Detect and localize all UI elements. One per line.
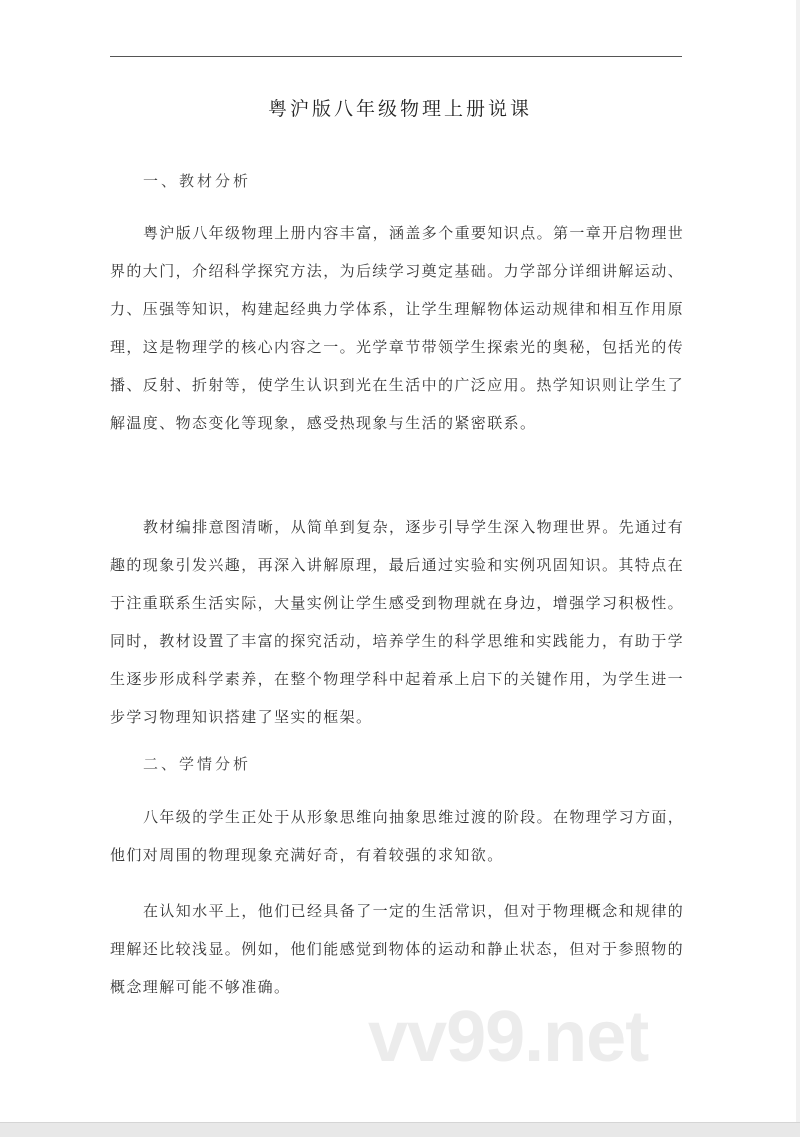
text-line: 粤沪版八年级物理上册内容丰富，涵盖多个重要知识点。第一章开启物理世 [143,224,685,242]
page-bottom-border [0,1122,800,1137]
paragraph-2 [110,508,700,736]
watermark: vv99.net [368,997,649,1077]
text-line: 同时，教材设置了丰富的探究活动，培养学生的科学思维和实践能力，有助于学 [110,632,685,650]
text-line: 趣的现象引发兴趣，再深入讲解原理，最后通过实验和实例巩固知识。其特点在 [110,556,685,574]
text-line: 播、反射、折射等，使学生认识到光在生活中的广泛应用。热学知识则让学生了 [110,376,685,394]
text-line: 他们对周围的物理现象充满好奇，有着较强的求知欲。 [110,846,504,864]
paragraph-4 [110,892,700,1006]
text-line: 理解还比较浅显。例如，他们能感觉到物体的运动和静止状态，但对于参照物的 [110,940,685,958]
header-rule [110,56,682,57]
page-edge [796,0,800,1122]
text-line: 界的大门，介绍科学探究方法，为后续学习奠定基础。力学部分详细讲解运动、 [110,262,685,280]
text-line: 生逐步形成科学素养，在整个物理学科中起着承上启下的关键作用，为学生进一 [110,670,685,688]
text-line: 力、压强等知识，构建起经典力学体系，让学生理解物体运动规律和相互作用原 [110,300,685,318]
section-heading-2: 二、学情分析 [143,755,252,773]
paragraph-1 [110,214,700,442]
text-line: 理，这是物理学的核心内容之一。光学章节带领学生探索光的奥秘，包括光的传 [110,338,685,356]
text-line: 教材编排意图清晰，从简单到复杂，逐步引导学生深入物理世界。先通过有 [143,518,685,536]
text-line: 八年级的学生正处于从形象思维向抽象思维过渡的阶段。在物理学习方面， [143,808,685,826]
text-line: 概念理解可能不够准确。 [110,978,291,996]
text-line: 于注重联系生活实际，大量实例让学生感受到物理就在身边，增强学习积极性。 [110,594,685,612]
paragraph-3 [110,798,700,874]
page-title: 粤沪版八年级物理上册说课 [267,98,532,120]
text-line: 在认知水平上，他们已经具备了一定的生活常识，但对于物理概念和规律的 [143,902,685,920]
text-line: 步学习物理知识搭建了坚实的框架。 [110,708,373,726]
text-line: 解温度、物态变化等现象，感受热现象与生活的紧密联系。 [110,414,537,432]
section-heading-1: 一、教材分析 [143,172,252,190]
